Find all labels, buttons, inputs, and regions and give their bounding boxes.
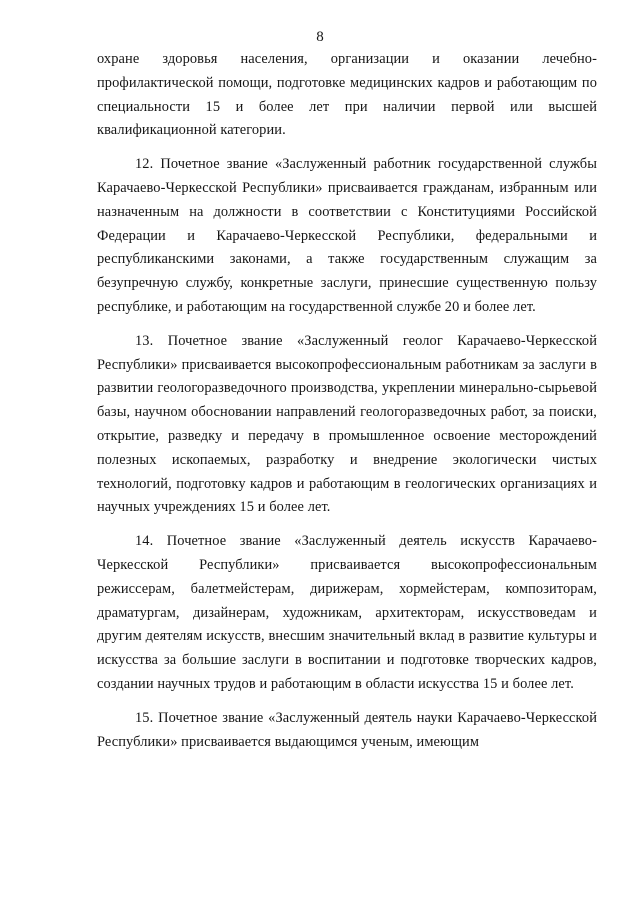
document-body	[97, 48, 597, 754]
paragraph-continuation: охране здоровья населения, организации и оказании лечебно-профилактической помощи, подготовке медицинских кадров и работающим по специальности 15 и более лет при наличии первой или высшей квалификационной категории.	[97, 51, 597, 139]
paragraph-15: 15. Почетное звание «Заслуженный деятель науки Карачаево-Черкесской Республики» присваивается выдающимся ученым, имеющим	[97, 709, 597, 750]
paragraph-12: 12. Почетное звание «Заслуженный работник государственной службы Карачаево-Черкесской Республики» присваивается гражданам, избранным или назначенным на должности в соответствии с Конституциями Российской Федерации и Карачаево-Черкесской Республики, федеральными и республиканскими законами, а также государственным служащим за безупречную службу, конкретные заслуги, принесшие существенную пользу республике, и работающим на государственной службе 20 и более лет.	[97, 156, 597, 315]
paragraph-14: 14. Почетное звание «Заслуженный деятель искусств Карачаево-Черкесской Республики» присваивается высокопрофессиональным режиссерам, балетмейстерам, дирижерам, хормейстерам, композиторам, драматургам, дизайнерам, художникам, архитекторам, искусствоведам и другим деятелям искусств, внесшим значительный вклад в развитие культуры и искусства за большие заслуги в воспитании и подготовке творческих кадров, создании научных трудов и работающим в области искусства 15 и более лет.	[97, 533, 597, 692]
paragraph-13: 13. Почетное звание «Заслуженный геолог Карачаево-Черкесской Республики» присваивается высокопрофессиональным работникам за заслуги в развитии геологоразведочного производства, укреплении минерально-сырьевой базы, научном обосновании направлений геологоразведочных работ, за поиски, открытие, разведку и передачу в промышленное освоение месторождений полезных ископаемых, разработку и внедрение экологически чистых технологий, подготовку кадров и работающим в геологических организациях и научных учреждениях 15 и более лет.	[97, 332, 597, 516]
page-number: 8	[316, 29, 324, 45]
